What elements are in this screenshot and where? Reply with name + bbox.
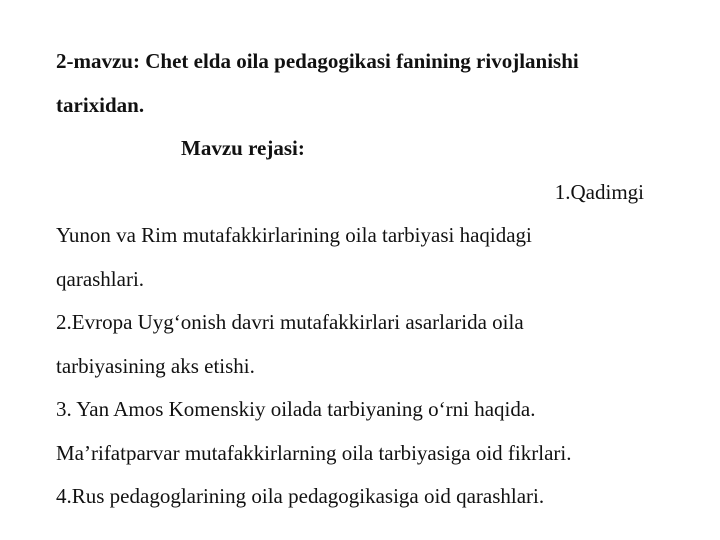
plan-line-4: 2.Evropa Uyg‘onish davri mutafakkirlari asarlarida oila — [56, 310, 524, 334]
plan-line-8: 4.Rus pedagoglarining oila pedagogikasiga oid qarashlari. — [56, 484, 545, 508]
document-title-line-2: tarixidan. — [56, 92, 145, 117]
document-title-line-1: 2-mavzu: Chet elda oila pedagogikasi fanining rivojlanishi — [56, 49, 579, 73]
plan-heading: Mavzu rejasi: — [181, 136, 305, 160]
plan-line-6: 3. Yan Amos Komenskiy oilada tarbiyaning o‘rni haqida. — [56, 397, 536, 421]
plan-line-3: qarashlari. — [56, 266, 145, 291]
plan-line-1: 1.Qadimgi — [554, 179, 644, 204]
plan-line-7: Ma’rifatparvar mutafakkirlarning oila tarbiyasiga oid fikrlari. — [56, 440, 572, 465]
document-page — [56, 40, 666, 519]
plan-line-5: tarbiyasining aks etishi. — [56, 353, 255, 378]
plan-line-2: Yunon va Rim mutafakkirlarining oila tarbiyasi haqidagi — [56, 223, 532, 247]
